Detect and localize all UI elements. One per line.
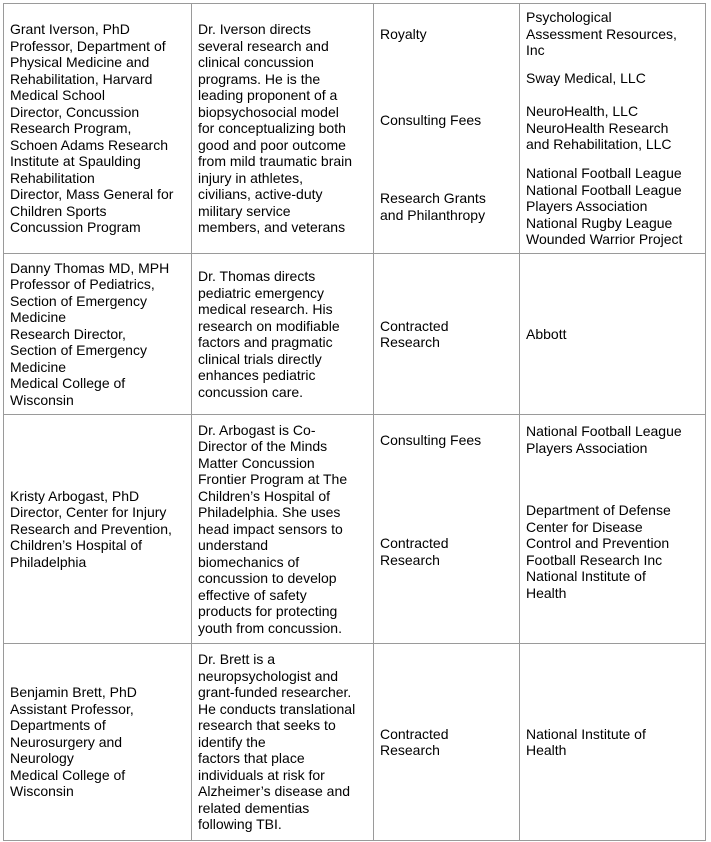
description-line: youth from concussion. [198,619,342,636]
relationship-type-cell [374,644,519,840]
relationship-type: Consulting Fees [380,112,482,128]
description-line: from mild traumatic brain [198,153,353,170]
relationship-type: Consulting Fees [380,432,482,448]
person-line: Research Director, [10,325,126,342]
entity-name: NeuroHealth, LLC [526,103,639,119]
person-line: Wisconsin [10,391,74,408]
entity-name: Wounded Warrior Project [526,231,683,247]
entity-name: National Institute of [526,568,646,584]
person-line: Neurosurgery and [10,733,123,750]
person-line: Departments of [10,717,106,734]
entity-name: National Institute of [526,725,646,742]
person-line: Kristy Arbogast, PhD [10,487,140,504]
entity-name: Health [526,584,567,601]
description-cell [192,644,373,840]
person-line: Rehabilitation [10,169,95,186]
description-line: members, and veterans [198,219,346,236]
entity-cell [520,254,705,414]
person-line: Medical College of [10,766,126,783]
entity-name: Players Association [526,439,648,456]
person-line: Professor of Pediatrics, [10,276,155,293]
description-cell [192,4,373,253]
description-line: individuals at risk for [198,766,325,783]
table-row [4,4,706,254]
description-line: Alzheimer’s disease and [198,783,351,800]
table-row [4,644,706,841]
description-line: He conducts translational [198,700,356,717]
entity-name: Health [526,742,567,758]
description-line: related dementias [198,799,310,816]
description-line: good and poor outcome [198,136,346,153]
person-line: Wisconsin [10,783,74,800]
entity-name: National Football League [526,181,682,198]
description-line: civilians, active-duty [198,186,323,203]
description-line: Frontier Program at The [198,471,348,488]
person-line: Research and Prevention, [10,520,172,537]
person-line: Neurology [10,750,74,767]
person-line: Medical School [10,87,105,104]
relationship-type: Research [380,551,440,568]
description-line: leading proponent of a [198,87,338,104]
description-line: several research and [198,37,329,54]
entity-name: Football Research Inc [526,551,663,568]
person-line: Medical College of [10,375,126,392]
entity-name: National Football League [526,165,682,181]
person-line: Physical Medicine and [10,54,150,71]
person-cell [4,415,191,643]
relationship-type: and Philanthropy [380,206,486,223]
description-line: enhances pediatric [198,367,316,383]
entity-name: Department of Defense [526,502,671,518]
relationship-type-cell [374,4,519,253]
description-line: factors that place [198,750,305,767]
relationship-type: Research [380,334,440,350]
table-row [4,254,706,415]
entity-name: NeuroHealth Research [526,119,669,136]
description-line: understand [198,537,269,554]
description-line: injury in athletes, [198,169,304,186]
person-line: Grant Iverson, PhD [10,21,130,38]
relationship-type: Contracted [380,317,449,334]
description-line: identify the [198,733,266,750]
person-line: Philadelphia [10,553,87,570]
person-cell [4,644,191,840]
relationship-type: Research Grants [380,190,486,206]
description-line: pediatric emergency [198,284,325,301]
description-line: effective of safety [198,586,307,603]
person-line: Benjamin Brett, PhD [10,684,137,701]
description-line: Director of the Minds [198,438,328,455]
description-line: Philadelphia. She uses [198,504,341,521]
description-line: clinical concussion [198,54,314,71]
description-line: grant-funded researcher. [198,684,352,701]
disclosure-table [3,3,706,841]
description-line: Dr. Arbogast is Co- [198,421,316,438]
entity-cell [520,415,705,643]
entity-name: Psychological [526,9,612,25]
description-line: Dr. Brett is a [198,651,276,668]
description-line: head impact sensors to [198,520,343,537]
description-line: Dr. Iverson directs [198,21,311,38]
person-line: Professor, Department of [10,37,166,54]
description-line: Matter Concussion [198,454,315,471]
person-line: Concussion Program [10,219,141,236]
description-line: factors and pragmatic [198,334,333,350]
description-line: biopsychosocial model [198,103,339,120]
person-line: Section of Emergency [10,292,147,309]
person-line: Director, Concussion [10,103,140,120]
person-line: Director, Mass General for [10,186,174,203]
description-line: Children’s Hospital of [198,487,331,504]
person-line: Section of Emergency [10,342,147,359]
relationship-type: Royalty [380,26,427,42]
description-line: concussion to develop [198,570,337,587]
description-line: research on modifiable [198,317,340,334]
description-line: following TBI. [198,816,282,833]
relationship-type-cell [374,254,519,414]
description-line: biomechanics of [198,553,300,570]
person-cell [4,254,191,414]
entity-name: Sway Medical, LLC [526,70,646,86]
entity-name: Center for Disease [526,518,643,535]
person-line: Rehabilitation, Harvard [10,70,153,87]
entity-cell [520,644,705,840]
entity-cell [520,4,705,253]
description-line: for conceptualizing both [198,120,346,137]
description-line: products for protecting [198,603,338,620]
description-cell [192,415,373,643]
description-line: programs. He is the [198,70,321,87]
person-line: Research Program, [10,120,132,137]
person-line: Medicine [10,309,67,326]
relationship-type: Contracted [380,535,449,551]
description-line: neuropsychologist and [198,667,339,684]
description-line: concussion care. [198,383,304,400]
entity-name: Inc [526,42,545,58]
entity-name: National Rugby League [526,214,673,231]
person-line: Children’s Hospital of [10,537,143,554]
person-cell [4,4,191,253]
person-line: Assistant Professor, [10,700,134,717]
description-line: clinical trials directly [198,350,322,367]
entity-name: Abbott [526,325,567,342]
person-line: Schoen Adams Research [10,136,168,153]
description-line: military service [198,202,291,219]
description-cell [192,254,373,414]
person-line: Medicine [10,358,67,375]
entity-name: and Rehabilitation, LLC [526,136,672,152]
entity-name: National Football League [526,423,682,439]
person-line: Director, Center for Injury [10,504,167,521]
description-line: medical research. His [198,301,333,317]
person-line: Danny Thomas MD, MPH [10,259,170,276]
entity-name: Assessment Resources, [526,25,677,42]
entity-name: Players Association [526,198,648,214]
relationship-type: Contracted [380,725,449,742]
relationship-type: Research [380,742,440,758]
relationship-type-cell [374,415,519,643]
person-line: Institute at Spaulding [10,153,141,170]
entity-name: Control and Prevention [526,535,670,551]
table-row [4,415,706,644]
person-line: Children Sports [10,202,107,219]
description-line: Dr. Thomas directs [198,268,316,284]
description-line: research that seeks to [198,717,336,734]
